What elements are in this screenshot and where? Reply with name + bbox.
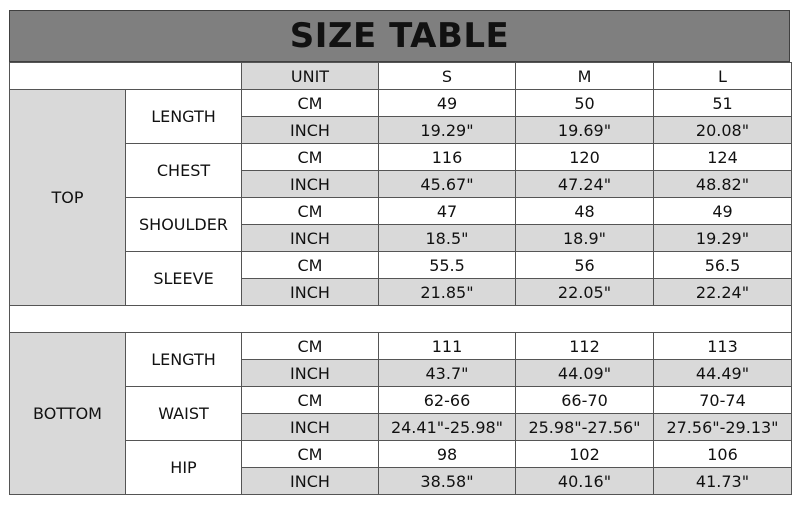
inch-value: 45.67" [379,171,516,198]
table-row [10,144,792,171]
unit-inch: INCH [242,414,379,441]
inch-value: 19.29" [654,225,792,252]
header-unit: UNIT [242,63,379,90]
measurement-label: WAIST [126,387,242,441]
cm-value: 56.5 [654,252,792,279]
inch-value: 41.73" [654,468,792,495]
cm-value: 50 [516,90,654,117]
unit-cm: CM [242,387,379,414]
table-row [10,387,792,414]
cm-value: 106 [654,441,792,468]
measurement-label: LENGTH [126,333,242,387]
header-blank-cell [10,63,242,90]
cm-value: 113 [654,333,792,360]
inch-value: 40.16" [516,468,654,495]
cm-value: 98 [379,441,516,468]
unit-inch: INCH [242,225,379,252]
unit-cm: CM [242,90,379,117]
top-section-label: TOP [10,90,126,306]
unit-cm: CM [242,441,379,468]
inch-value: 47.24" [516,171,654,198]
inch-value: 22.05" [516,279,654,306]
inch-value: 38.58" [379,468,516,495]
table-title: SIZE TABLE [9,10,790,62]
measurement-label: SLEEVE [126,252,242,306]
spacer-row [10,306,792,333]
unit-inch: INCH [242,279,379,306]
inch-value: 20.08" [654,117,792,144]
inch-value: 27.56"-29.13" [654,414,792,441]
size-table [9,62,792,495]
header-row [10,63,792,90]
header-size-s: S [379,63,516,90]
unit-inch: INCH [242,360,379,387]
cm-value: 51 [654,90,792,117]
cm-value: 66-70 [516,387,654,414]
inch-value: 24.41"-25.98" [379,414,516,441]
cm-value: 124 [654,144,792,171]
table-row [10,333,792,360]
unit-cm: CM [242,252,379,279]
unit-inch: INCH [242,171,379,198]
cm-value: 112 [516,333,654,360]
inch-value: 18.9" [516,225,654,252]
measurement-label: LENGTH [126,90,242,144]
unit-inch: INCH [242,468,379,495]
inch-value: 19.69" [516,117,654,144]
header-size-m: M [516,63,654,90]
unit-cm: CM [242,333,379,360]
bottom-section-label: BOTTOM [10,333,126,495]
cm-value: 47 [379,198,516,225]
cm-value: 111 [379,333,516,360]
unit-cm: CM [242,198,379,225]
section-divider [10,306,792,333]
size-table-body [10,63,792,495]
table-row [10,198,792,225]
measurement-label: HIP [126,441,242,495]
cm-value: 120 [516,144,654,171]
table-row [10,90,792,117]
cm-value: 49 [379,90,516,117]
inch-value: 48.82" [654,171,792,198]
inch-value: 18.5" [379,225,516,252]
table-row [10,252,792,279]
cm-value: 56 [516,252,654,279]
cm-value: 49 [654,198,792,225]
cm-value: 116 [379,144,516,171]
inch-value: 43.7" [379,360,516,387]
unit-cm: CM [242,144,379,171]
measurement-label: CHEST [126,144,242,198]
inch-value: 44.09" [516,360,654,387]
unit-inch: INCH [242,117,379,144]
cm-value: 55.5 [379,252,516,279]
cm-value: 70-74 [654,387,792,414]
table-row [10,441,792,468]
cm-value: 62-66 [379,387,516,414]
measurement-label: SHOULDER [126,198,242,252]
inch-value: 22.24" [654,279,792,306]
header-size-l: L [654,63,792,90]
cm-value: 48 [516,198,654,225]
inch-value: 25.98"-27.56" [516,414,654,441]
inch-value: 19.29" [379,117,516,144]
cm-value: 102 [516,441,654,468]
inch-value: 21.85" [379,279,516,306]
inch-value: 44.49" [654,360,792,387]
